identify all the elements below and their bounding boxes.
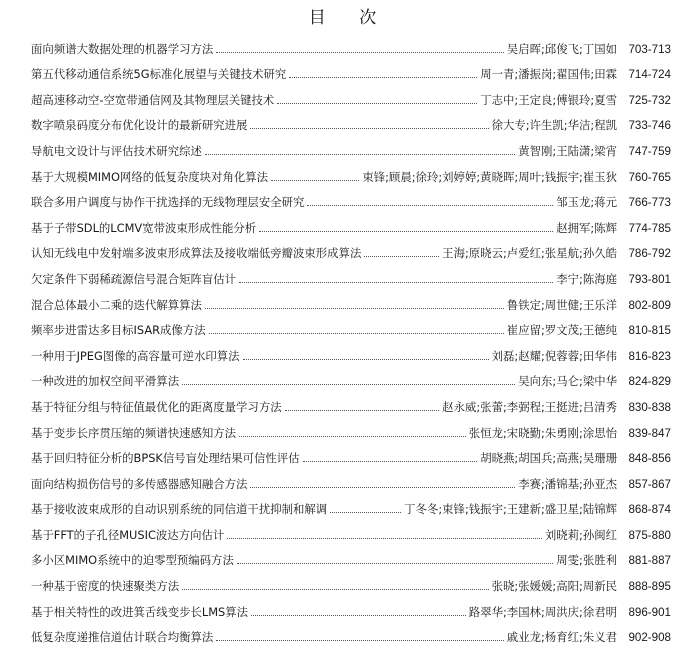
dotted-leader — [216, 52, 504, 53]
entry-pages: 703-713 — [628, 42, 671, 56]
entry-pages: 824-829 — [628, 375, 671, 389]
toc-entry — [31, 472, 671, 498]
toc-entry — [31, 549, 671, 575]
entry-pages: 802-809 — [628, 298, 671, 312]
entry-pages: 881-887 — [628, 554, 671, 568]
entry-title: 导航电文设计与评估技术研究综述 — [31, 143, 202, 158]
dotted-leader — [285, 410, 440, 411]
entry-authors: 徐大专;许生凯;华洁;程凯 — [491, 118, 617, 133]
toc-entry — [31, 267, 671, 293]
entry-authors: 刘磊;赵耀;倪蓉蓉;田华伟 — [491, 348, 617, 363]
toc-entry — [31, 216, 671, 242]
dotted-leader — [227, 538, 542, 539]
entry-authors: 丁志中;王定良;傅银玲;夏雪 — [480, 92, 617, 107]
dotted-leader — [182, 384, 515, 385]
toc-entry — [31, 447, 671, 473]
dotted-leader — [237, 563, 553, 564]
toc-entry — [31, 523, 671, 549]
entry-pages: 896-901 — [628, 605, 671, 619]
dotted-leader — [307, 205, 553, 206]
entry-title: 认知无线电中发射端多波束形成算法及接收端低旁瓣波束形成算法 — [31, 246, 362, 261]
entry-authors: 李宁;陈海庭 — [556, 271, 617, 286]
entry-authors: 张晓;张媛媛;高阳;周新民 — [491, 579, 617, 594]
entry-authors: 路翠华;李国林;周洪庆;徐君明 — [468, 604, 617, 619]
dotted-leader — [182, 589, 488, 590]
toc-entry — [31, 626, 671, 652]
entry-authors: 吴启晖;邱俊飞;丁国如 — [506, 41, 617, 56]
toc-entry — [31, 498, 671, 524]
dotted-leader — [271, 180, 359, 181]
dotted-leader — [243, 359, 489, 360]
dotted-leader — [239, 436, 466, 437]
toc-list — [31, 37, 671, 651]
entry-pages: 875-880 — [628, 528, 671, 542]
entry-title: 基于变步长序贯压缩的频谱快速感知方法 — [31, 425, 237, 440]
entry-pages: 786-792 — [628, 247, 671, 261]
entry-title: 数字喷泉码度分布优化设计的最新研究进展 — [31, 118, 248, 133]
entry-authors: 赵永威;张蕾;李弼程;王挺进;吕清秀 — [442, 399, 617, 414]
toc-heading: 目 次 — [308, 8, 391, 28]
entry-title: 基于回归特征分析的BPSK信号盲处理结果可信性评估 — [31, 451, 300, 466]
entry-title: 一种用于JPEG图像的高容量可逆水印算法 — [31, 348, 240, 363]
entry-pages: 816-823 — [628, 349, 671, 363]
entry-title: 联合多用户调度与协作干扰选择的无线物理层安全研究 — [31, 195, 305, 210]
entry-authors: 周雯;张胜利 — [556, 553, 617, 568]
entry-pages: 793-801 — [628, 272, 671, 286]
dotted-leader — [364, 256, 439, 257]
entry-title: 基于特征分组与特征值最优化的距离度量学习方法 — [31, 399, 282, 414]
toc-entry — [31, 242, 671, 268]
entry-authors: 王海;原晓云;卢爱红;张星航;孙久皓 — [442, 246, 617, 261]
entry-authors: 邹玉龙;蒋元 — [556, 195, 617, 210]
toc-entry — [31, 114, 671, 140]
toc-entry — [31, 191, 671, 217]
entry-pages: 839-847 — [628, 426, 671, 440]
entry-title: 基于子带SDL的LCMV宽带波束形成性能分析 — [31, 220, 257, 235]
toc-entry — [31, 421, 671, 447]
entry-authors: 吴向东;马仑;梁中华 — [518, 374, 617, 389]
dotted-leader — [277, 103, 477, 104]
entry-authors: 鲁铁定;周世健;王乐洋 — [506, 297, 617, 312]
entry-title: 基于接收波束成形的自动识别系统的同信道干扰抑制和解调 — [31, 502, 328, 517]
entry-pages: 810-815 — [628, 324, 671, 338]
entry-title: 面向结构损伤信号的多传感器感知融合方法 — [31, 476, 248, 491]
entry-authors: 戚业龙;杨育红;朱义君 — [506, 630, 617, 645]
dotted-leader — [251, 615, 466, 616]
entry-title: 超高速移动空-空宽带通信网及其物理层关键技术 — [31, 92, 275, 107]
entry-authors: 赵拥军;陈辉 — [556, 220, 617, 235]
toc-entry — [31, 37, 671, 63]
entry-pages: 733-746 — [628, 119, 671, 133]
toc-entry — [31, 293, 671, 319]
dotted-leader — [209, 333, 504, 334]
dotted-leader — [205, 154, 515, 155]
entry-pages: 848-856 — [628, 452, 671, 466]
entry-title: 基于相关特性的改进箕舌线变步长LMS算法 — [31, 604, 249, 619]
toc-entry — [31, 370, 671, 396]
entry-title: 频率步进雷达多目标ISAR成像方法 — [31, 323, 206, 338]
entry-pages: 766-773 — [628, 196, 671, 210]
entry-title: 欠定条件下弱稀疏源信号混合矩阵盲估计 — [31, 271, 237, 286]
toc-entry — [31, 88, 671, 114]
entry-pages: 747-759 — [628, 144, 671, 158]
dotted-leader — [250, 487, 515, 488]
entry-pages: 868-874 — [628, 503, 671, 517]
entry-pages: 760-765 — [628, 170, 671, 184]
entry-authors: 束锋;顾晨;徐玲;刘婷婷;黄晓晖;周叶;钱振宇;崔玉狄 — [362, 169, 617, 184]
entry-title: 面向频谱大数据处理的机器学习方法 — [31, 41, 214, 56]
toc-entry — [31, 395, 671, 421]
dotted-leader — [216, 640, 504, 641]
dotted-leader — [250, 128, 488, 129]
entry-authors: 丁冬冬;束锋;钱振宇;王建新;盛卫星;陆锦辉 — [404, 502, 617, 517]
entry-authors: 刘晓莉;孙闽红 — [544, 527, 617, 542]
entry-title: 混合总体最小二乘的迭代解算算法 — [31, 297, 202, 312]
entry-authors: 黄智刚;王陆潇;梁宵 — [518, 143, 617, 158]
entry-authors: 胡晓燕;胡国兵;高燕;吴珊珊 — [480, 451, 617, 466]
entry-title: 一种基于密度的快速聚类方法 — [31, 579, 180, 594]
entry-title: 多小区MIMO系统中的迫零型预编码方法 — [31, 553, 234, 568]
dotted-leader — [205, 308, 504, 309]
entry-pages: 888-895 — [628, 580, 671, 594]
entry-pages: 725-732 — [628, 93, 671, 107]
toc-entry — [31, 574, 671, 600]
entry-title: 基于FFT的子孔径MUSIC波达方向估计 — [31, 527, 225, 542]
toc-entry — [31, 63, 671, 89]
entry-authors: 李赛;潘锦基;孙亚杰 — [518, 476, 617, 491]
dotted-leader — [259, 231, 553, 232]
toc-entry — [31, 344, 671, 370]
dotted-leader — [330, 512, 401, 513]
entry-authors: 崔应留;罗文茂;王德纯 — [506, 323, 617, 338]
toc-entry — [31, 139, 671, 165]
entry-title: 低复杂度递推信道估计联合均衡算法 — [31, 630, 214, 645]
toc-entry — [31, 165, 671, 191]
entry-title: 一种改进的加权空间平滑算法 — [31, 374, 180, 389]
dotted-leader — [289, 77, 477, 78]
entry-title: 第五代移动通信系统5G标准化展望与关键技术研究 — [31, 67, 287, 82]
entry-authors: 周一青;潘振岗;翟国伟;田霖 — [480, 67, 617, 82]
dotted-leader — [239, 282, 553, 283]
entry-authors: 张恒龙;宋晓勤;朱勇刚;涂思怡 — [468, 425, 617, 440]
dotted-leader — [303, 461, 478, 462]
toc-entry — [31, 600, 671, 626]
entry-pages: 830-838 — [628, 400, 671, 414]
entry-title: 基于大规模MIMO网络的低复杂度块对角化算法 — [31, 169, 269, 184]
entry-pages: 714-724 — [628, 68, 671, 82]
toc-entry — [31, 319, 671, 345]
entry-pages: 774-785 — [628, 221, 671, 235]
entry-pages: 857-867 — [628, 477, 671, 491]
entry-pages: 902-908 — [628, 631, 671, 645]
